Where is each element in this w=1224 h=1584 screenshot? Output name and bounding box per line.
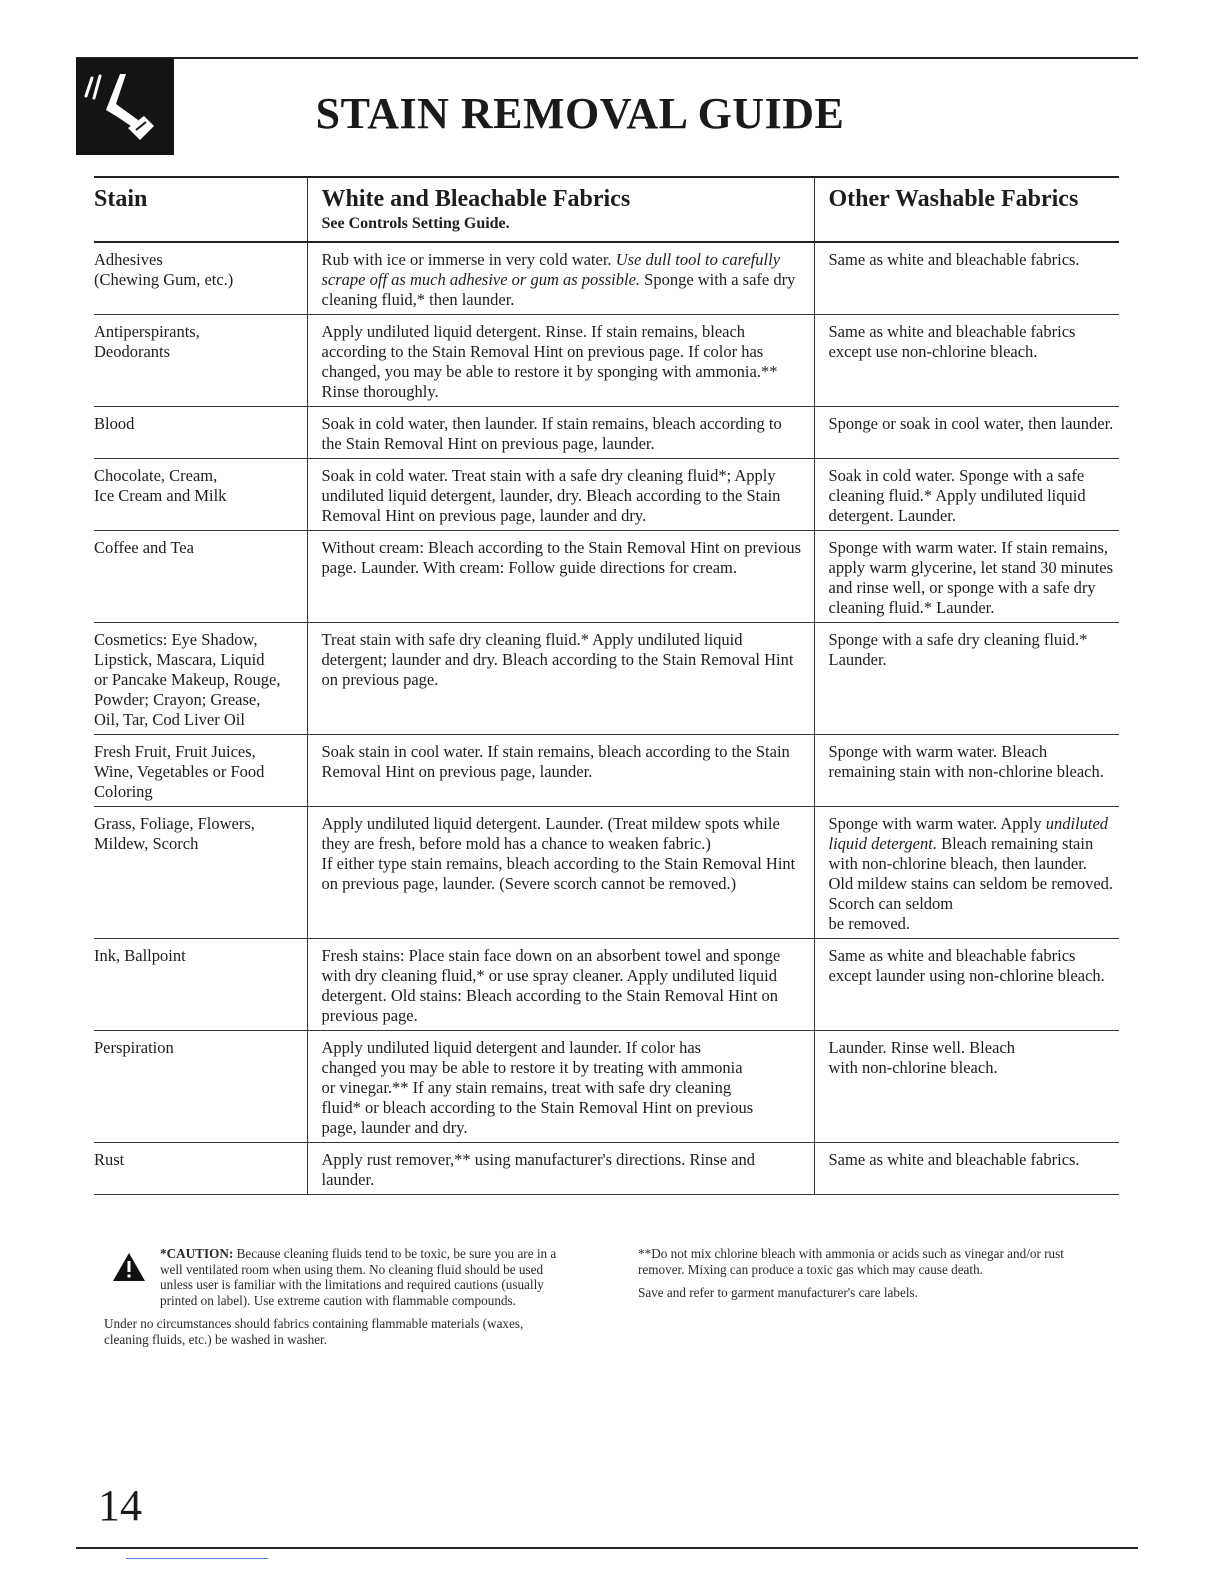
- header-other-fabrics: [814, 177, 1119, 242]
- stain-cell: Rust: [94, 1143, 307, 1195]
- stain-cell: Cosmetics: Eye Shadow, Lipstick, Mascara, Liquid or Pancake Makeup, Rouge, Powder; Crayon; Grease, Oil, Tar, Cod Liver Oil: [94, 623, 307, 735]
- white-fabrics-cell: Soak in cold water. Treat stain with a safe dry cleaning fluid*; Apply undiluted liquid detergent, launder, dry. Bleach according to the Stain Removal Hint on previous page, launder and dry.: [307, 459, 814, 531]
- other-fabrics-cell: Sponge with a safe dry cleaning fluid.* Launder.: [814, 623, 1119, 735]
- other-fabrics-cell: Sponge with warm water. Bleach remaining stain with non-chlorine bleach.: [814, 735, 1119, 807]
- white-fabrics-cell: Fresh stains: Place stain face down on an absorbent towel and sponge with dry cleaning fluid,* or use spray cleaner. Apply undiluted liquid detergent. Old stains: Bleach according to the Stain Removal Hint on previous page.: [307, 939, 814, 1031]
- other-fabrics-cell-text: Bleach remaining stain with non-chlorine bleach, then launder. Old mildew stains can seldom be removed. Scorch can seldom be removed.: [828, 834, 1114, 933]
- white-fabrics-cell: Soak in cold water, then launder. If stain remains, bleach according to the Stain Removal Hint on previous page, launder.: [307, 407, 814, 459]
- other-fabrics-cell: Same as white and bleachable fabrics.: [814, 242, 1119, 315]
- caution-label: *CAUTION:: [160, 1246, 234, 1261]
- stain-cell: Blood: [94, 407, 307, 459]
- page-number: 14: [98, 1481, 142, 1530]
- table-row: [94, 1031, 1119, 1143]
- stain-cell: Coffee and Tea: [94, 531, 307, 623]
- table-row: [94, 459, 1119, 531]
- white-fabrics-cell-text: Rub with ice or immerse in very cold water.: [321, 250, 616, 269]
- white-fabrics-cell: Apply undiluted liquid detergent. Rinse. If stain remains, bleach according to the Stain Removal Hint on previous page. If color has changed, you may be able to restore it by sponging with ammonia.** Rinse thoroughly.: [307, 315, 814, 407]
- link-underline: [126, 1558, 268, 1559]
- other-fabrics-cell: Same as white and bleachable fabrics except use non-chlorine bleach.: [814, 315, 1119, 407]
- table-row: [94, 807, 1119, 939]
- other-fabrics-cell: Sponge or soak in cool water, then launder.: [814, 407, 1119, 459]
- caution-text: Because cleaning fluids tend to be toxic, be sure you are in a well ventilated room when using them. No cleaning fluid should be used unless user is familiar with the limitations and required cautions (usually printed on label). Use extreme caution with flammable compounds.: [160, 1246, 557, 1308]
- white-fabrics-cell: Without cream: Bleach according to the Stain Removal Hint on previous page. Launder. With cream: Follow guide directions for cream.: [307, 531, 814, 623]
- stain-cell: Adhesives (Chewing Gum, etc.): [94, 242, 307, 315]
- caution-notes: [104, 1246, 564, 1347]
- care-label-note: Save and refer to garment manufacturer's care labels.: [638, 1285, 918, 1300]
- other-fabrics-cell: Sponge with warm water. If stain remains, apply warm glycerine, let stand 30 minutes and rinse well, or sponge with a safe dry cleaning fluid.* Launder.: [814, 531, 1119, 623]
- stain-cell: Chocolate, Cream, Ice Cream and Milk: [94, 459, 307, 531]
- table-row: [94, 407, 1119, 459]
- stain-cell: Grass, Foliage, Flowers, Mildew, Scorch: [94, 807, 307, 939]
- table-row: [94, 623, 1119, 735]
- header-stain-label: Stain: [94, 186, 148, 212]
- header-white-label: White and Bleachable Fabrics: [321, 186, 631, 212]
- table-row: [94, 735, 1119, 807]
- table-row: [94, 315, 1119, 407]
- warning-triangle-icon: [112, 1252, 146, 1282]
- double-star-note: **Do not mix chlorine bleach with ammonia or acids such as vinegar and/or rust remover. Mixing can produce a toxic gas which may cause death.: [638, 1246, 1064, 1277]
- white-fabrics-cell: Apply undiluted liquid detergent. Launder. (Treat mildew spots while they are fresh, before mold has a chance to weaken fabric.) If either type stain remains, bleach according to the Stain Removal Hint on previous page, launder. (Severe scorch cannot be removed.): [307, 807, 814, 939]
- white-fabrics-cell: Soak stain in cool water. If stain remains, bleach according to the Stain Removal Hint on previous page, launder.: [307, 735, 814, 807]
- stain-cell: Fresh Fruit, Fruit Juices, Wine, Vegetables or Food Coloring: [94, 735, 307, 807]
- table-row: [94, 242, 1119, 315]
- table-row: [94, 1143, 1119, 1195]
- table-row: [94, 939, 1119, 1031]
- other-fabrics-cell: Same as white and bleachable fabrics except launder using non-chlorine bleach.: [814, 939, 1119, 1031]
- table-header-row: [94, 177, 1119, 242]
- other-fabrics-cell: [814, 807, 1119, 939]
- flammable-warning: Under no circumstances should fabrics containing flammable materials (waxes, cleaning fluids, etc.) be washed in washer.: [104, 1316, 524, 1347]
- other-fabrics-cell: Launder. Rinse well. Bleach with non-chlorine bleach.: [814, 1031, 1119, 1143]
- header-stain: [94, 177, 307, 242]
- white-fabrics-cell: Apply rust remover,** using manufacturer's directions. Rinse and launder.: [307, 1143, 814, 1195]
- header-white-fabrics: [307, 177, 814, 242]
- ammonia-notes: [638, 1246, 1113, 1301]
- white-fabrics-cell: Treat stain with safe dry cleaning fluid.* Apply undiluted liquid detergent; launder and dry. Bleach according to the Stain Removal Hint on previous page.: [307, 623, 814, 735]
- bottom-rule: [76, 1547, 1138, 1549]
- other-fabrics-cell: Soak in cold water. Sponge with a safe cleaning fluid.* Apply undiluted liquid detergent. Launder.: [814, 459, 1119, 531]
- header-white-subtitle: See Controls Setting Guide.: [321, 215, 510, 232]
- stain-cell: Antiperspirants, Deodorants: [94, 315, 307, 407]
- other-fabrics-cell-text: Sponge with warm water. Apply: [828, 814, 1046, 833]
- white-fabrics-cell: [307, 242, 814, 315]
- top-rule: [76, 57, 1138, 59]
- table-row: [94, 531, 1119, 623]
- header-other-label: Other Washable Fabrics: [828, 186, 1079, 212]
- other-fabrics-cell-italic: undiluted liquid detergent.: [828, 814, 1109, 853]
- caution-paragraph: [104, 1246, 564, 1308]
- stain-removal-table: [94, 176, 1119, 1195]
- other-fabrics-cell: Same as white and bleachable fabrics.: [814, 1143, 1119, 1195]
- laundry-hand-icon: [76, 58, 174, 155]
- page-title: STAIN REMOVAL GUIDE: [315, 89, 845, 138]
- white-fabrics-cell-text: Sponge with a safe dry cleaning fluid,* then launder.: [321, 270, 796, 309]
- white-fabrics-cell-italic: Use dull tool to carefully scrape off as much adhesive or gum as possible.: [321, 250, 781, 289]
- white-fabrics-cell: Apply undiluted liquid detergent and launder. If color has changed you may be able to restore it by treating with ammonia or vinegar.** If any stain remains, treat with safe dry cleaning fluid* or bleach according to the Stain Removal Hint on previous page, launder and dry.: [307, 1031, 814, 1143]
- stain-cell: Ink, Ballpoint: [94, 939, 307, 1031]
- stain-cell: Perspiration: [94, 1031, 307, 1143]
